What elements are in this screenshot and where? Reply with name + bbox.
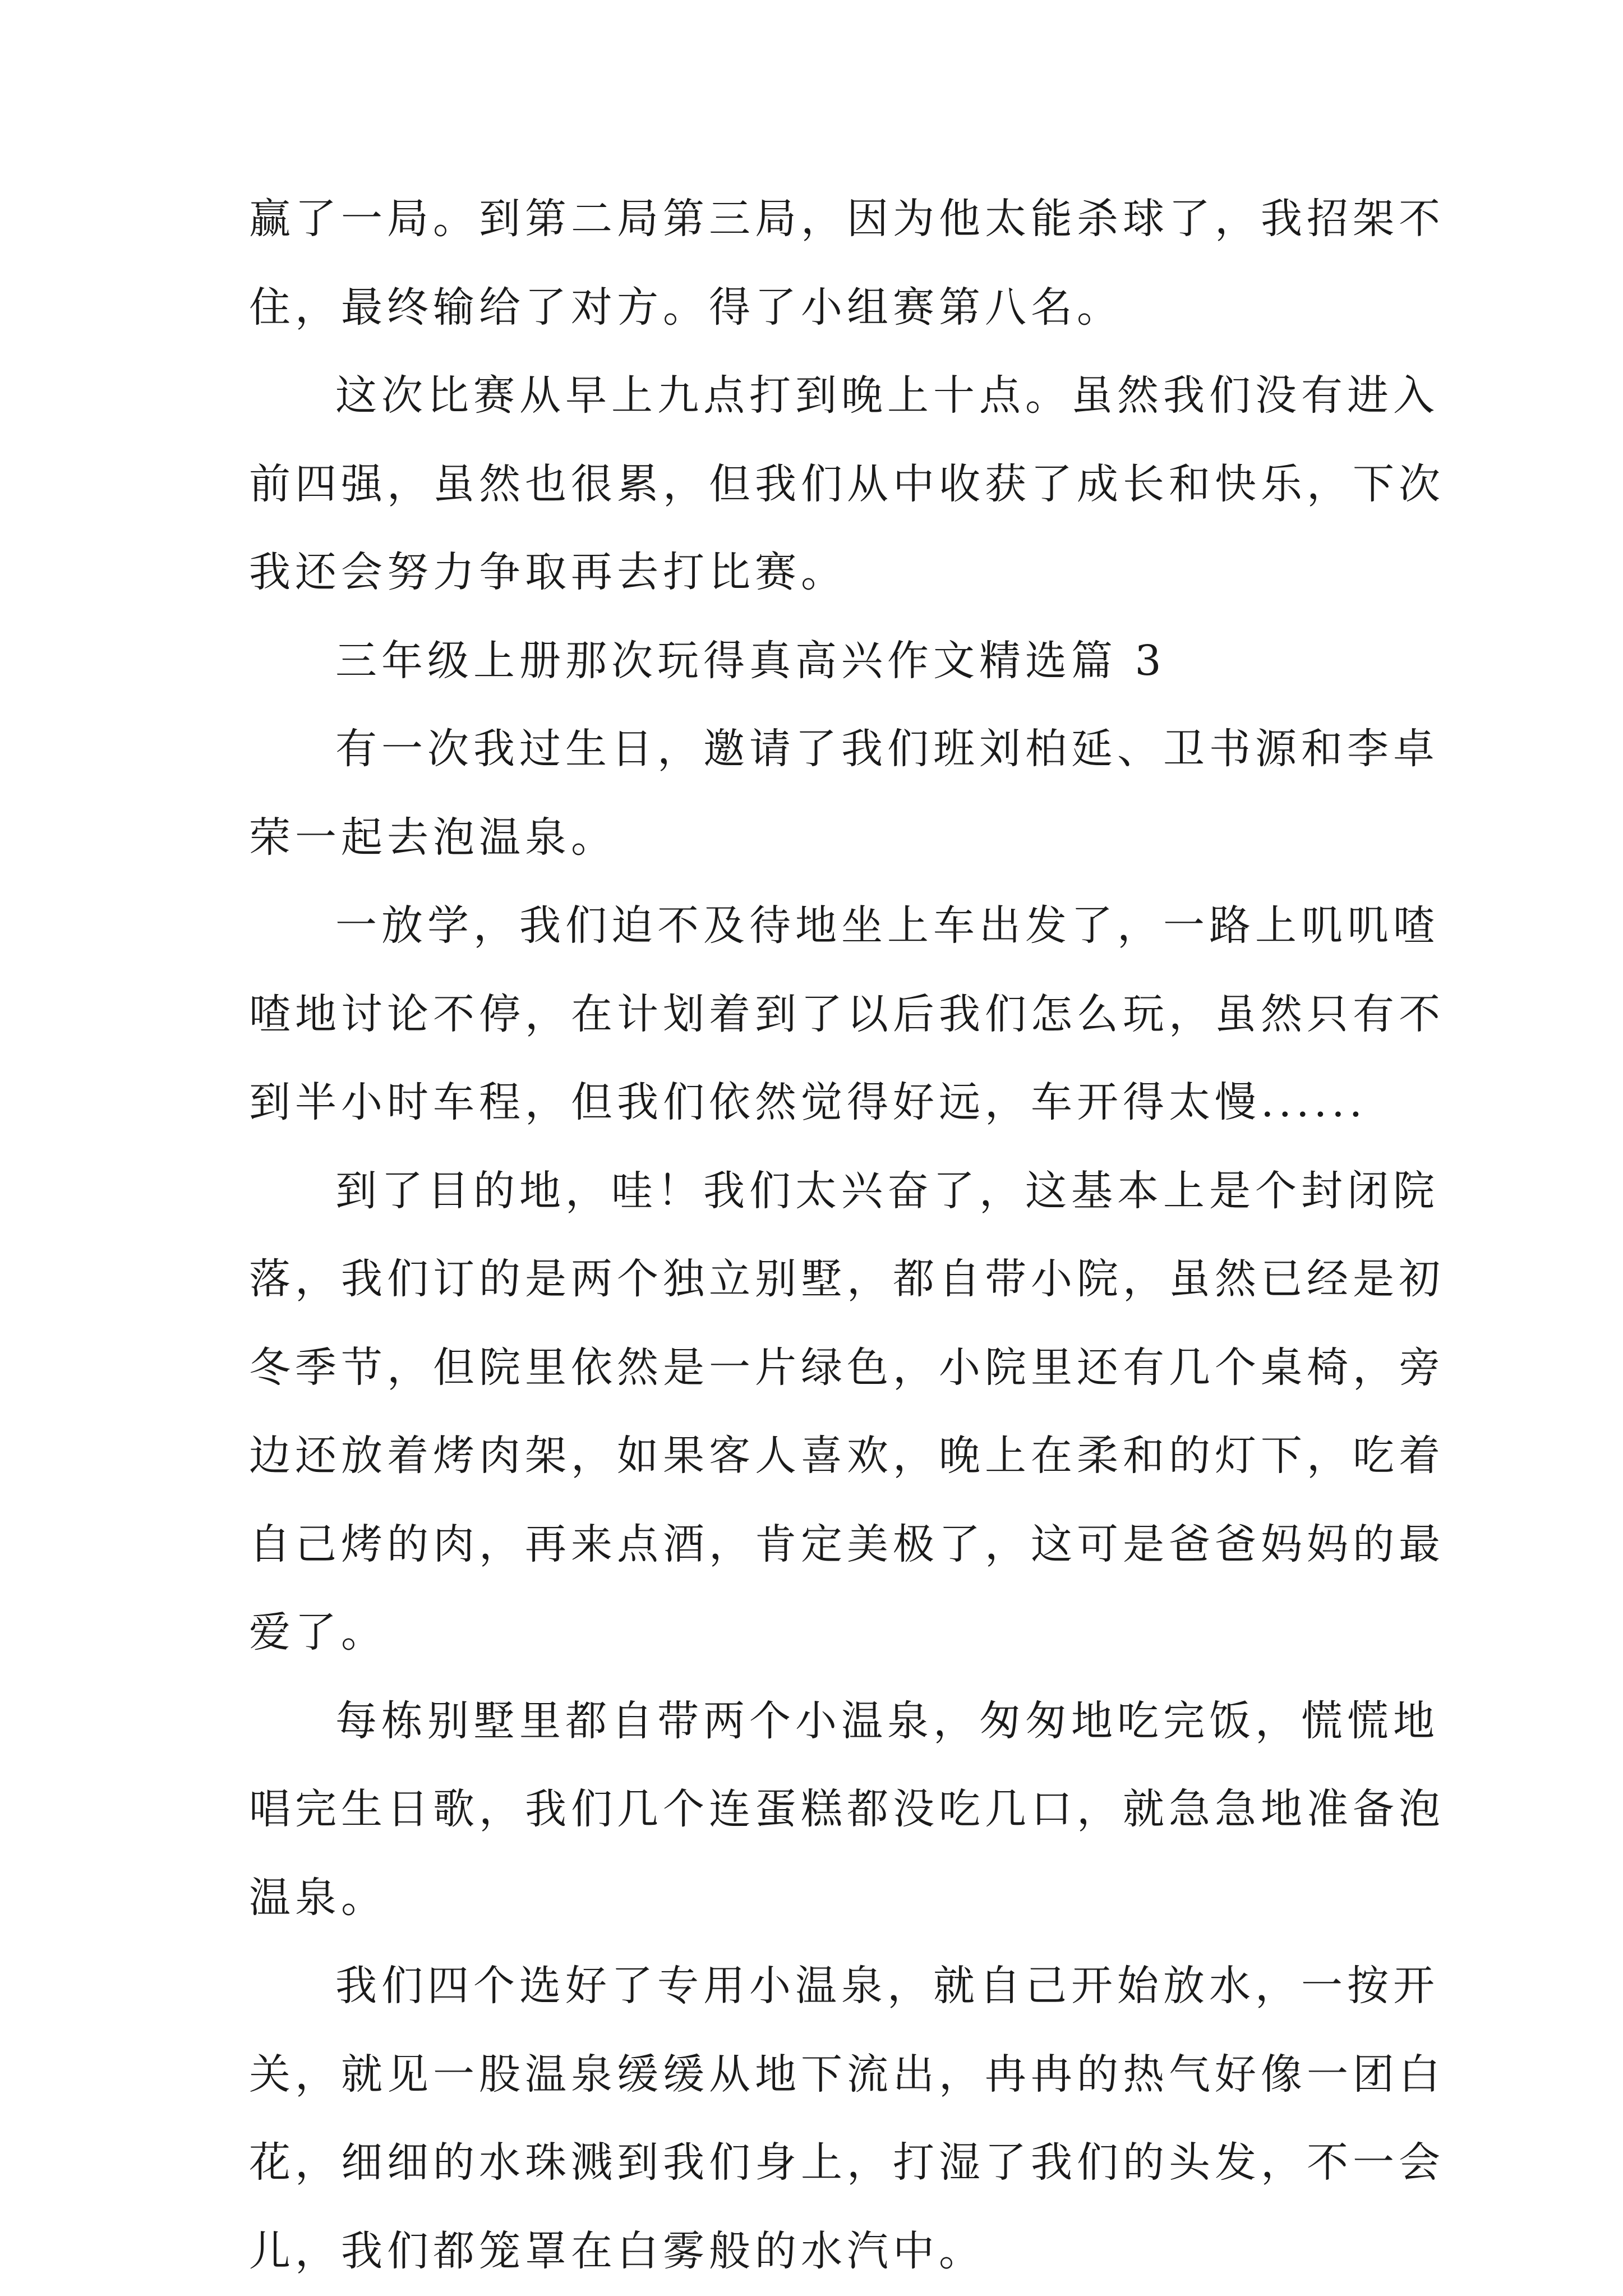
text-line: 有一次我过生日，邀请了我们班刘柏延、卫书源和李卓 [335,725,1439,773]
text-line: 到半小时车程，但我们依然觉得好远，车开得太慢...... [249,1078,1367,1126]
text-line: 住，最终输给了对方。得了小组赛第八名。 [249,283,1123,332]
text-line: 喳地讨论不停，在计划着到了以后我们怎么玩，虽然只有不 [249,990,1445,1038]
text-line: 荣一起去泡温泉。 [249,813,617,862]
text-line: 爱了。 [249,1608,387,1657]
text-line: 冬季节，但院里依然是一片绿色，小院里还有几个桌椅，旁 [249,1343,1445,1392]
text-line: 赢了一局。到第二局第三局，因为他太能杀球了，我招架不 [249,195,1445,243]
text-line: 前四强，虽然也很累，但我们从中收获了成长和快乐，下次 [249,460,1445,508]
text-line: 儿，我们都笼罩在白雾般的水汽中。 [249,2227,985,2275]
text-line: 温泉。 [249,1874,387,1922]
text-line: 落，我们订的是两个独立别墅，都自带小院，虽然已经是初 [249,1255,1445,1303]
text-line: 每栋别墅里都自带两个小温泉，匆匆地吃完饭，慌慌地 [335,1697,1439,1745]
text-line: 我还会努力争取再去打比赛。 [249,548,847,596]
text-line: 一放学，我们迫不及待地坐上车出发了，一路上叽叽喳 [335,901,1439,950]
text-line: 到了目的地，哇！我们太兴奋了，这基本上是个封闭院 [335,1167,1439,1215]
text-line: 唱完生日歌，我们几个连蛋糕都没吃几口，就急急地准备泡 [249,1785,1445,1833]
section-heading: 三年级上册那次玩得真高兴作文精选篇 3 [335,637,1166,685]
text-line: 我们四个选好了专用小温泉，就自己开始放水，一按开 [335,1962,1439,2010]
text-line: 关，就见一股温泉缓缓从地下流出，冉冉的热气好像一团白 [249,2050,1445,2099]
text-line: 这次比赛从早上九点打到晚上十点。虽然我们没有进入 [335,371,1439,420]
text-line: 花，细细的水珠溅到我们身上，打湿了我们的头发，不一会 [249,2138,1445,2187]
text-line: 自己烤的肉，再来点酒，肯定美极了，这可是爸爸妈妈的最 [249,1520,1445,1568]
text-line: 边还放着烤肉架，如果客人喜欢，晚上在柔和的灯下，吃着 [249,1432,1445,1480]
